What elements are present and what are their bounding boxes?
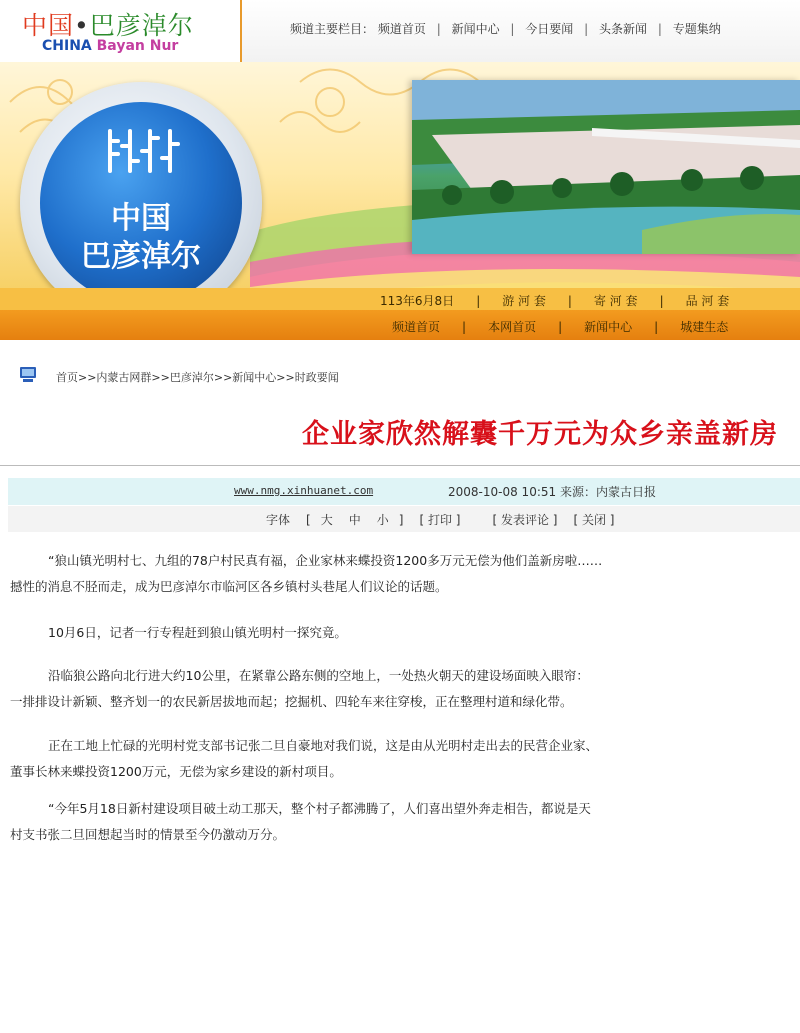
nav-separator: | (567, 294, 572, 308)
divider (0, 465, 800, 466)
paragraph-line: 沿临狼公路向北行进大约10公里，在紧靠公路东侧的空地上，一处热火朝天的建设场面映入眼帘： (48, 668, 589, 683)
emblem-text-line2: 巴彦淖尔 (81, 239, 201, 274)
banner-link-channel-home[interactable]: 频道首页 (392, 320, 441, 334)
paragraph-line: 一排排设计新颖、整齐划一的农民新居拔地而起；挖掘机、四轮车来往穿梭，正在整理村道和绿化带。 (10, 694, 573, 709)
site-logo[interactable] (0, 0, 242, 62)
top-nav-item-topics[interactable]: 专题集纳 (672, 22, 721, 36)
banner-link-news-center[interactable]: 新闻中心 (584, 320, 633, 334)
nav-separator: | (659, 294, 664, 308)
article-title-text: 企业家欣然解囊千万元为众乡亲盖新房 (302, 419, 778, 450)
paragraph-line: 村支书张二旦回想起当时的情景至今仍激动万分。 (10, 827, 286, 842)
logo-chinese: 中国•巴彦淖尔 (22, 11, 194, 40)
paragraph-line: 10月6日，记者一行专程赶到狼山镇光明村一探究竟。 (48, 625, 347, 640)
article-toolbar: 字体 [ 大 中 小 ] [ 打印 ] [ 发表评论 ] [ 关闭 ] (8, 506, 800, 532)
font-size-small[interactable]: 小 (376, 513, 389, 527)
breadcrumb (0, 360, 800, 390)
top-nav-item-today[interactable]: 今日要闻 (525, 22, 574, 36)
emblem-text-line1: 中国 (111, 201, 171, 236)
source-link[interactable]: www.nmg.xinhuanet.com (234, 484, 374, 497)
font-size-large[interactable]: 大 (320, 513, 333, 527)
font-size-label: 字体 (266, 513, 291, 527)
mongolian-script-icon (100, 126, 190, 176)
article-paragraph (10, 548, 800, 600)
close-button[interactable]: 关闭 (581, 513, 606, 527)
banner-link-site-home[interactable]: 本网首页 (488, 320, 537, 334)
banner-nav-row1 (0, 288, 800, 310)
print-button[interactable]: 打印 (427, 513, 452, 527)
breadcrumb-path[interactable]: 首页>>内蒙古网群>>巴彦淖尔>>新闻中心>>时政要闻 (56, 371, 339, 384)
article-paragraph (10, 733, 800, 785)
logo-english: CHINA Bayan Nur (42, 38, 179, 54)
article-meta-bar (8, 478, 800, 505)
top-nav-item-news-center[interactable]: 新闻中心 (451, 22, 500, 36)
nav-separator: | (476, 294, 481, 308)
paragraph-line: 撼性的消息不胫而走，成为巴彦淖尔市临河区各乡镇村头巷尾人们议论的话题。 (10, 579, 448, 594)
nav-separator: | (436, 22, 441, 36)
banner-link-urban-ecology[interactable]: 城建生态 (680, 320, 729, 334)
font-size-medium[interactable]: 中 (348, 513, 361, 527)
top-bar (0, 0, 800, 63)
top-nav-label: 频道主要栏目： (290, 22, 375, 36)
paragraph-line: “今年5月18日新村建设项目破土动工那天，整个村子都沸腾了，人们喜出望外奔走相告，都说是天 (48, 801, 591, 816)
nav-separator: | (657, 22, 662, 36)
emblem-city-name (40, 200, 242, 276)
top-nav-item-headlines[interactable]: 头条新闻 (599, 22, 648, 36)
nav-separator: | (462, 320, 467, 334)
article-title (0, 412, 800, 451)
banner-link-send[interactable]: 寄 河 套 (593, 294, 638, 308)
top-nav (290, 20, 721, 37)
banner-link-tour[interactable]: 游 河 套 (502, 294, 546, 308)
nav-separator: | (558, 320, 563, 334)
paragraph-line: 正在工地上忙碌的光明村党支部书记张二旦自豪地对我们说，这是由从光明村走出去的民营企业家、 (48, 738, 599, 753)
nav-separator: | (654, 320, 659, 334)
paragraph-line: 董事长林来蝶投资1200万元，无偿为家乡建设的新村项目。 (10, 764, 342, 779)
banner-nav-row2 (0, 310, 800, 340)
banner-link-taste[interactable]: 品 河 套 (685, 294, 730, 308)
river-landscape-photo (412, 80, 800, 254)
publish-date-source: 2008-10-08 10:51 来源：内蒙古日报 (448, 485, 656, 499)
article-paragraph (10, 620, 800, 646)
top-nav-item-home[interactable]: 频道首页 (377, 22, 426, 36)
article-paragraph (10, 796, 800, 848)
computer-icon (18, 366, 40, 384)
banner-date: 113年6月8日 (380, 294, 455, 308)
comment-button[interactable]: 发表评论 (500, 513, 549, 527)
nav-separator: | (584, 22, 589, 36)
nav-separator: | (510, 22, 515, 36)
article-paragraph (10, 663, 800, 715)
paragraph-line: “狼山镇光明村七、九组的78户村民真有福，企业家林来蝶投资1200多万元无偿为他们盖新房啦…… (48, 553, 603, 568)
